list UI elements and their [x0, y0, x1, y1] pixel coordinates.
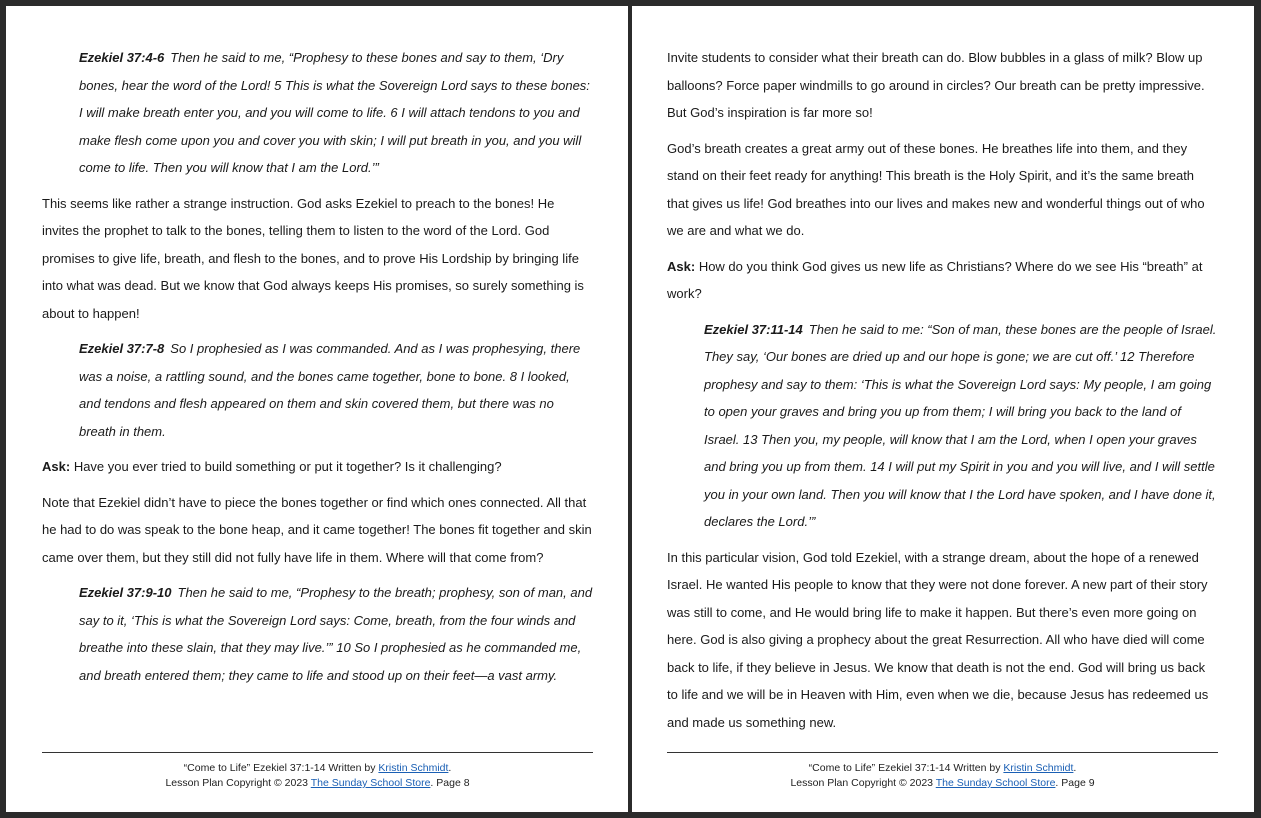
- scripture-quote: [79, 44, 594, 182]
- footer-line-1: [42, 761, 593, 776]
- scripture-text: Then he said to me, “Prophesy to these bones and say to them, ‘Dry bones, hear the word of the Lord! 5 This is what the Sovereign Lord says to these bones: I will make breath enter you, and you will come to life. 6 I will attach tendons to you and make flesh come upon you and cover you with skin; I will put breath in you, and you will come to life. Then you will know that I am the Lord.’”: [79, 50, 590, 175]
- body-paragraph: In this particular vision, God told Ezekiel, with a strange dream, about the hope of a renewed Israel. He wanted His people to know that they were not done forever. A new part of their story was still to come, and He would bring life to make it happen. But there’s even more going on here. God is also giving a prophecy about the great Resurrection. All who have died will come back to life, if they believe in Jesus. We know that death is not the end. God will bring us back to life and we will be in Heaven with Him, even when we die, because Jesus has redeemed us and made us something new.: [667, 549, 1209, 730]
- store-link[interactable]: The Sunday School Store: [935, 777, 1056, 789]
- scripture-reference: Ezekiel 37:4-6: [79, 50, 165, 65]
- page-8: [6, 6, 628, 812]
- scripture-quote: [704, 316, 1219, 536]
- author-link[interactable]: Kristin Schmidt: [378, 762, 449, 774]
- body-paragraph: Invite students to consider what their breath can do. Blow bubbles in a glass of milk? Blow up balloons? Force paper windmills to go around in circles? Our breath can be pretty impressive. But God’s inspiration is far more so!: [667, 50, 1205, 120]
- scripture-reference: Ezekiel 37:9-10: [79, 585, 172, 600]
- ask-label: Ask:: [42, 459, 71, 474]
- body-paragraph: God’s breath creates a great army out of these bones. He breathes life into them, and they stand on their feet ready for anything! This breath is the Holy Spirit, and it’s the same breath that gives us life! God breathes into our lives and makes new and wonderful things out of who we are and what we do.: [667, 140, 1205, 238]
- footer-line-2: [42, 776, 593, 791]
- body-paragraph: This seems like rather a strange instruction. God asks Ezekiel to preach to the bones! He invites the prophet to talk to the bones, telling them to listen to the word of the Lord. God promises to give life, breath, and flesh to the bones, and to prove His Lordship by bringing life into what was dead. But we know that God always keeps His promises, so surely something is about to happen!: [42, 195, 584, 321]
- scripture-reference: Ezekiel 37:7-8: [79, 341, 165, 356]
- author-link[interactable]: Kristin Schmidt: [1003, 762, 1074, 774]
- page-footer: [42, 752, 593, 791]
- page-content: [42, 44, 594, 697]
- body-paragraph: Note that Ezekiel didn’t have to piece the bones together or find which ones connected. All that he had to do was speak to the bone heap, and it came together! The bones fit together and skin came over them, but they still did not fully have life in them. Where will that come from?: [42, 494, 592, 565]
- footer-line-2: [667, 776, 1218, 791]
- footer-title-text: “Come to Life” Ezekiel 37:1-14 Written by: [808, 762, 1004, 774]
- ask-label: Ask:: [667, 258, 696, 274]
- scripture-text: Then he said to me: “Son of man, these bones are the people of Israel. They say, ‘Our bones are dried up and our hope is gone; we are cut off.’ 12 Therefore prophesy and say to them: ‘This is what the Sovereign Lord says: My people, I am going to open your graves and bring you up from them; I will bring you back to the land of Israel. 13 Then you, my people, will know that I am the Lord, when I open your graves and bring you up from them. 14 I will put my Spirit in you and you will live, and I will settle you in your own land. Then you will know that I the Lord have spoken, and I have done it, declares the Lord.’”: [704, 321, 1217, 529]
- footer-punct: .: [1073, 762, 1077, 774]
- footer-page-number: . Page 9: [1055, 777, 1095, 789]
- ask-question: [667, 253, 1219, 308]
- ask-question: [42, 453, 594, 481]
- page-content: [667, 44, 1219, 744]
- footer-copyright-text: Lesson Plan Copyright © 2023: [165, 777, 311, 789]
- store-link[interactable]: The Sunday School Store: [310, 777, 431, 789]
- ask-text: How do you think God gives us new life as Christians? Where do we see His “breath” at work?: [667, 258, 1203, 301]
- scripture-text: So I prophesied as I was commanded. And as I was prophesying, there was a noise, a rattling sound, and the bones came together, bone to bone. 8 I looked, and tendons and flesh appeared on them and skin covered them, but there was no breath in them.: [79, 341, 581, 439]
- scripture-quote: [79, 335, 594, 445]
- footer-punct: .: [448, 762, 452, 774]
- footer-page-number: . Page 8: [430, 777, 470, 789]
- footer-copyright-text: Lesson Plan Copyright © 2023: [790, 777, 936, 789]
- footer-line-1: [667, 761, 1218, 776]
- page-footer: [667, 752, 1218, 791]
- scripture-quote: [79, 579, 594, 689]
- ask-text: Have you ever tried to build something or put it together? Is it challenging?: [73, 459, 502, 474]
- footer-title-text: “Come to Life” Ezekiel 37:1-14 Written by: [183, 762, 379, 774]
- scripture-text: Then he said to me, “Prophesy to the breath; prophesy, son of man, and say to it, ‘This is what the Sovereign Lord says: Come, breath, from the four winds and breathe into these slain, that they may live.’” 10 So I prophesied as he commanded me, and breath entered them; they came to life and stood up on their feet—a vast army.: [79, 585, 593, 683]
- page-9: [632, 6, 1254, 812]
- scripture-reference: Ezekiel 37:11-14: [704, 321, 803, 337]
